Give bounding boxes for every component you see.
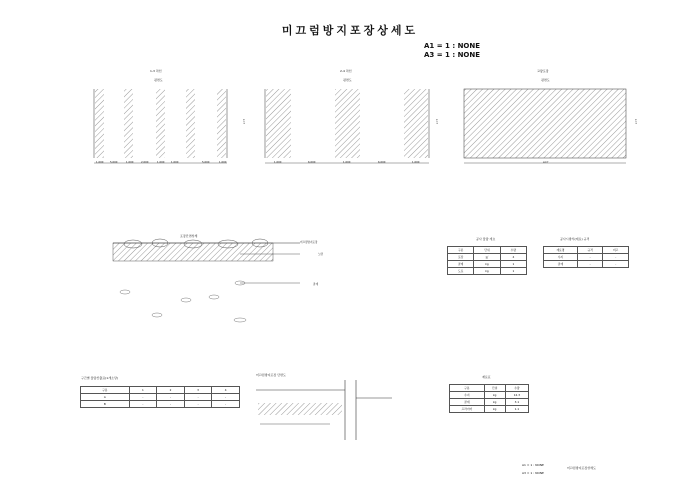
dim-left-6: 1,000 [171, 161, 179, 164]
dim-mid-3: 1,000 [343, 161, 351, 164]
table-cell: 수량 [505, 385, 528, 392]
table2-title: 공사시방서(재료) 규격 [560, 237, 590, 241]
table-cell: - [577, 261, 603, 268]
table-cell: kg [484, 406, 505, 413]
section-sub-1: 평면도 [154, 78, 163, 82]
table-cell: - [184, 394, 212, 401]
table-cell: - [129, 401, 157, 408]
table-cell: kg [484, 399, 505, 406]
table-cell: 골재 [448, 261, 474, 268]
table-cell: - [157, 401, 185, 408]
table-row [448, 268, 527, 275]
dim-left-8: 1,000 [219, 161, 227, 164]
section-label-3: 교량포장 [537, 69, 549, 73]
table-cell: A [81, 394, 130, 401]
side-label-2: L=? [435, 119, 438, 124]
table-cell: 규격 [577, 247, 603, 254]
table-cell: - [603, 254, 629, 261]
table-cell: - [212, 401, 240, 408]
hatch-strip [95, 89, 104, 158]
table-row [450, 406, 529, 413]
table-row [450, 399, 529, 406]
dim-left-1: 1,000 [96, 161, 104, 164]
hatch-strip [156, 89, 165, 158]
dim-left-2: 5,000 [110, 161, 118, 164]
table-cell: kg [484, 392, 505, 399]
dim-right: A=? [543, 161, 549, 164]
table-cell: 비고 [603, 247, 629, 254]
plan-middle [265, 89, 429, 163]
hatch-strip [217, 89, 226, 158]
table-cell: - [603, 261, 629, 268]
table1 [447, 246, 527, 275]
table-cell: - [212, 394, 240, 401]
hatch-strip [186, 89, 195, 158]
footer-scale-a3: A3 = 1 : NONE [522, 471, 544, 475]
table-cell: kg [474, 268, 500, 275]
small-section [256, 380, 392, 440]
hatch-strip [335, 89, 360, 158]
table-cell: - [184, 401, 212, 408]
dim-left-4: 2,000 [141, 161, 149, 164]
table-row [448, 254, 527, 261]
plan-left [94, 89, 227, 163]
table-cell: 재료명 [544, 247, 578, 254]
page-title: 미끄럼방지포장상세도 [281, 24, 419, 37]
detail-title: 포장단면상세 [180, 234, 198, 238]
table-cell: 1 [129, 387, 157, 394]
scale-a3: A3 = 1 : NONE [424, 51, 481, 59]
table-cell: - [129, 394, 157, 401]
dim-mid-2: 6,000 [308, 161, 316, 164]
detail-label-1: 미끄럼방지포장 [300, 241, 318, 244]
table-cell: ㎡ [474, 254, 500, 261]
side-label-1: L=? [242, 119, 245, 124]
table-cell: 1 [500, 261, 526, 268]
section-detail [113, 239, 300, 322]
dim-mid-5: 1,000 [412, 161, 420, 164]
dim-left-5: 1,000 [157, 161, 165, 164]
table-cell: 수지 [450, 392, 485, 399]
hatch-area [464, 89, 626, 158]
table-cell: 수지 [544, 254, 578, 261]
side-label-3: L=? [634, 119, 637, 124]
table-row [81, 401, 240, 408]
table-cell: 수량 [500, 247, 526, 254]
footer-scale-a1: A1 = 1 : NONE [522, 463, 544, 467]
table-cell: 포장 [448, 254, 474, 261]
hatch-strip [124, 89, 133, 158]
hatch-strip [266, 89, 291, 158]
table-cell: 2 [157, 387, 185, 394]
dim-left-3: 1,000 [126, 161, 134, 164]
detail-label-3: 골재 [313, 283, 319, 286]
table-cell: 3 [184, 387, 212, 394]
table-cell: 단위 [474, 247, 500, 254]
section-label-1: 1-3 차선 [150, 69, 162, 73]
table-cell: 1.1 [505, 406, 528, 413]
table-row [81, 394, 240, 401]
table-row [448, 247, 527, 254]
table-row [81, 387, 240, 394]
table-cell: 4 [500, 254, 526, 261]
table4 [449, 384, 529, 413]
table-row [450, 385, 529, 392]
table-row [448, 261, 527, 268]
section-label-2: 2-4 차선 [340, 69, 352, 73]
table-cell: 골재 [544, 261, 578, 268]
detail-label-2: 노면 [318, 253, 324, 256]
dim-mid-4: 6,000 [378, 161, 386, 164]
table-row [544, 254, 629, 261]
hatch-strip [404, 89, 428, 158]
footer-drawing-name: 미끄럼방지포장상세도 [567, 466, 596, 470]
dim-mid-1: 1,000 [274, 161, 282, 164]
table-cell: 4 [212, 387, 240, 394]
table-cell: 12.3 [505, 392, 528, 399]
table-cell: - [577, 254, 603, 261]
table-cell: B [81, 401, 130, 408]
table4-title: 재료표 [482, 375, 491, 379]
table-cell: 단위 [484, 385, 505, 392]
table-row [450, 392, 529, 399]
table-cell: - [157, 394, 185, 401]
plan-right [464, 89, 626, 163]
table3 [80, 386, 240, 408]
table-cell: 골재 [450, 399, 485, 406]
scale-a1: A1 = 1 : NONE [424, 42, 481, 50]
table-cell: kg [474, 261, 500, 268]
table-cell: 도료 [448, 268, 474, 275]
table-cell: 구분 [81, 387, 130, 394]
table3-title: 구간별 물량산출표(1개소당) [81, 376, 119, 380]
table-cell: 3.1 [505, 399, 528, 406]
dim-left-7: 5,000 [202, 161, 210, 164]
table-cell: 1 [500, 268, 526, 275]
table-cell: 프라이머 [450, 406, 485, 413]
section-sub-3: 평면도 [541, 78, 550, 82]
section-sub-2: 평면도 [343, 78, 352, 82]
table-row [544, 261, 629, 268]
section-note: 미끄럼방지포장 단면도 [256, 373, 286, 377]
table2 [543, 246, 629, 268]
table-cell: 구분 [448, 247, 474, 254]
table1-title: 공사 물량 개요 [476, 237, 496, 241]
table-row [544, 247, 629, 254]
table-cell: 구분 [450, 385, 485, 392]
